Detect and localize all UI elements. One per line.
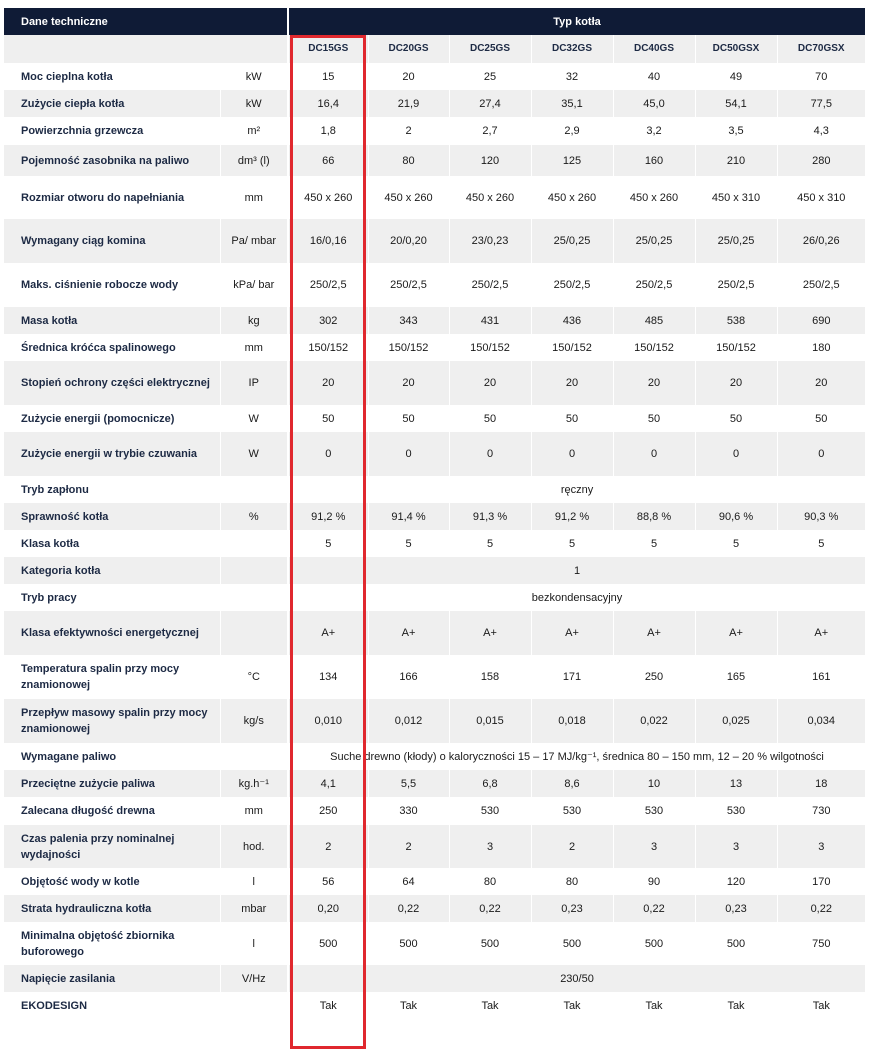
row-unit	[220, 557, 288, 584]
table-row	[4, 965, 865, 992]
row-unit: W	[220, 432, 288, 476]
row-label: Zużycie ciepła kotła	[4, 90, 220, 117]
row-value: 70	[777, 63, 865, 90]
row-value: 0	[288, 432, 368, 476]
row-value: 5	[695, 530, 777, 557]
table-row	[4, 611, 865, 655]
row-value: 88,8 %	[613, 503, 695, 530]
row-value: 35,1	[531, 90, 613, 117]
row-unit: hod.	[220, 825, 288, 868]
row-value: 0	[695, 432, 777, 476]
row-label: Masa kotła	[4, 307, 220, 334]
row-value: 485	[613, 307, 695, 334]
row-value: 120	[695, 868, 777, 895]
row-unit: kPa/ bar	[220, 263, 288, 307]
row-value: 250	[613, 655, 695, 699]
row-span-value: Suche drewno (kłody) o kaloryczności 15 – 17 MJ/kg⁻¹, średnica 80 – 150 mm, 12 – 20 % wilgotności	[288, 743, 865, 770]
table-row	[4, 361, 865, 405]
row-value: 120	[449, 145, 531, 176]
row-value: 250/2,5	[368, 263, 449, 307]
row-label: Przepływ masowy spalin przy mocy znamionowej	[4, 699, 220, 743]
row-value: 20/0,20	[368, 219, 449, 263]
row-unit: l	[220, 922, 288, 965]
row-value: 27,4	[449, 90, 531, 117]
row-label: Stopień ochrony części elektrycznej	[4, 361, 220, 405]
row-value: 538	[695, 307, 777, 334]
table-row	[4, 263, 865, 307]
row-value: 180	[777, 334, 865, 361]
row-value: 500	[368, 922, 449, 965]
table-row	[4, 334, 865, 361]
row-label: Przeciętne zużycie paliwa	[4, 770, 220, 797]
table-row	[4, 176, 865, 219]
header-row	[4, 8, 865, 35]
row-unit: l	[220, 868, 288, 895]
model-header-cell: DC20GS	[368, 35, 449, 63]
table-row	[4, 145, 865, 176]
table-row	[4, 63, 865, 90]
row-value: 6,8	[449, 770, 531, 797]
row-value: 49	[695, 63, 777, 90]
row-span-value: 1	[288, 557, 865, 584]
row-value: 450 x 310	[695, 176, 777, 219]
row-value: 160	[613, 145, 695, 176]
row-value: 50	[449, 405, 531, 432]
row-value: 4,1	[288, 770, 368, 797]
table-row	[4, 530, 865, 557]
model-header-cell: DC25GS	[449, 35, 531, 63]
row-value: 54,1	[695, 90, 777, 117]
row-value: 21,9	[368, 90, 449, 117]
row-value: 161	[777, 655, 865, 699]
row-value: 0,22	[368, 895, 449, 922]
row-value: 134	[288, 655, 368, 699]
row-label: Strata hydrauliczna kotła	[4, 895, 220, 922]
row-value: A+	[368, 611, 449, 655]
row-value: A+	[531, 611, 613, 655]
row-value: 25/0,25	[531, 219, 613, 263]
row-value: 3,5	[695, 117, 777, 145]
row-value: 26/0,26	[777, 219, 865, 263]
row-unit: kg	[220, 307, 288, 334]
row-value: 18	[777, 770, 865, 797]
row-value: 170	[777, 868, 865, 895]
row-value: 2,9	[531, 117, 613, 145]
row-unit	[220, 992, 288, 1020]
row-label: Zalecana długość drewna	[21, 805, 155, 817]
row-value: 0,20	[288, 895, 368, 922]
boiler-type-header: Typ kotła	[288, 8, 865, 35]
row-label: Powierzchnia grzewcza	[21, 125, 144, 137]
row-value: 125	[531, 145, 613, 176]
table-row	[4, 584, 865, 611]
row-unit: °C	[220, 655, 288, 699]
row-value: 150/152	[288, 334, 368, 361]
row-value: 0,23	[531, 895, 613, 922]
row-value: Tak	[288, 992, 368, 1020]
row-unit: Pa/ mbar	[220, 219, 288, 263]
table-row	[4, 117, 865, 145]
row-value: 80	[449, 868, 531, 895]
model-header-row	[4, 35, 865, 63]
row-unit: mbar	[220, 895, 288, 922]
row-unit: %	[220, 503, 288, 530]
row-value: 20	[613, 361, 695, 405]
row-value: 2	[531, 825, 613, 868]
row-value: 3	[695, 825, 777, 868]
row-value: 10	[613, 770, 695, 797]
row-label: Minimalna objętość zbiornika buforowego	[21, 929, 175, 958]
model-header-cell: DC32GS	[531, 35, 613, 63]
row-value: 280	[777, 145, 865, 176]
row-value: 3,2	[613, 117, 695, 145]
table-row	[4, 432, 865, 476]
table-row	[4, 825, 865, 868]
row-label: Czas palenia przy nominalnej wydajności	[4, 825, 220, 868]
row-value: 50	[531, 405, 613, 432]
row-value: 25	[449, 63, 531, 90]
row-label: Sprawność kotła	[4, 503, 220, 530]
row-value: 1,8	[288, 117, 368, 145]
row-value: 0,022	[613, 699, 695, 743]
row-value: 2	[368, 117, 449, 145]
row-value: 250/2,5	[613, 263, 695, 307]
row-value: 500	[288, 922, 368, 965]
row-value: 530	[695, 797, 777, 825]
row-label: Zużycie energii (pomocnicze)	[21, 412, 175, 425]
row-value: 0,22	[449, 895, 531, 922]
row-label: Temperatura spalin przy mocy znamionowej	[21, 663, 180, 691]
row-value: 150/152	[613, 334, 695, 361]
row-value: 0	[449, 432, 531, 476]
table-row	[4, 655, 865, 699]
row-value: 90	[613, 868, 695, 895]
row-value: 16/0,16	[288, 219, 368, 263]
table-row	[4, 743, 865, 770]
row-label: Kategoria kotła	[4, 557, 220, 584]
row-label: Moc cieplna kotła	[21, 70, 113, 83]
row-value: 3	[613, 825, 695, 868]
row-value: 91,4 %	[368, 503, 449, 530]
row-value: 90,6 %	[695, 503, 777, 530]
table-row	[4, 992, 865, 1020]
row-label: Klasa kotła	[21, 537, 80, 550]
row-value: 150/152	[368, 334, 449, 361]
table-row	[4, 307, 865, 334]
row-value: 530	[613, 797, 695, 825]
row-value: 15	[288, 63, 368, 90]
row-value: 150/152	[531, 334, 613, 361]
row-value: A+	[613, 611, 695, 655]
row-value: 450 x 310	[777, 176, 865, 219]
row-value: 330	[368, 797, 449, 825]
row-value: 66	[288, 145, 368, 176]
row-value: A+	[777, 611, 865, 655]
row-value: Tak	[695, 992, 777, 1020]
row-span-value: 230/50	[288, 965, 865, 992]
row-value: 77,5	[777, 90, 865, 117]
row-value: 23/0,23	[449, 219, 531, 263]
row-value: 0	[777, 432, 865, 476]
row-value: 450 x 260	[368, 176, 449, 219]
row-value: 91,2 %	[288, 503, 368, 530]
row-value: 50	[777, 405, 865, 432]
table-row	[4, 895, 865, 922]
row-value: 0	[613, 432, 695, 476]
row-label: Objętość wody w kotle	[21, 875, 140, 888]
table-row	[4, 922, 865, 965]
row-value: 150/152	[695, 334, 777, 361]
row-value: 690	[777, 307, 865, 334]
row-value: 450 x 260	[531, 176, 613, 219]
table-row	[4, 503, 865, 530]
row-value: 20	[777, 361, 865, 405]
row-value: 20	[449, 361, 531, 405]
table-row	[4, 476, 865, 503]
row-value: 0,22	[777, 895, 865, 922]
row-value: 0,015	[449, 699, 531, 743]
table-row	[4, 219, 865, 263]
row-value: A+	[288, 611, 368, 655]
row-unit: kW	[220, 90, 288, 117]
row-value: 91,2 %	[531, 503, 613, 530]
row-value: 0	[368, 432, 449, 476]
model-header-cell: DC50GSX	[695, 35, 777, 63]
row-unit: kg/s	[220, 699, 288, 743]
row-value: 56	[288, 868, 368, 895]
blank-cell	[4, 35, 220, 63]
row-value: 0,23	[695, 895, 777, 922]
row-unit: V/Hz	[220, 965, 288, 992]
row-value: 0,22	[613, 895, 695, 922]
row-value: 343	[368, 307, 449, 334]
row-value: Tak	[449, 992, 531, 1020]
row-unit: kg.h⁻¹	[220, 770, 288, 797]
row-label: Napięcie zasilania	[4, 965, 220, 992]
row-span-value: bezkondensacyjny	[288, 584, 865, 611]
table-row	[4, 557, 865, 584]
row-value: 90,3 %	[777, 503, 865, 530]
specs-header: Dane techniczne	[4, 8, 288, 35]
row-unit: dm³ (l)	[220, 145, 288, 176]
row-value: 436	[531, 307, 613, 334]
row-value: 158	[449, 655, 531, 699]
row-unit	[220, 611, 288, 655]
row-value: 16,4	[288, 90, 368, 117]
row-value: 25/0,25	[695, 219, 777, 263]
row-value: 4,3	[777, 117, 865, 145]
row-value: 45,0	[613, 90, 695, 117]
row-value: Tak	[531, 992, 613, 1020]
row-value: 431	[449, 307, 531, 334]
row-value: 750	[777, 922, 865, 965]
row-label: Wymagany ciąg komina	[4, 219, 220, 263]
row-unit	[220, 584, 288, 611]
row-value: 5,5	[368, 770, 449, 797]
row-value: 20	[288, 361, 368, 405]
row-value: 166	[368, 655, 449, 699]
spec-table-body	[4, 35, 865, 1020]
row-label: Średnica króćca spalinowego	[21, 341, 176, 354]
row-value: 250	[288, 797, 368, 825]
row-value: 500	[613, 922, 695, 965]
row-label: Wymagane paliwo	[21, 750, 117, 763]
row-value: 80	[531, 868, 613, 895]
model-header-cell: DC40GS	[613, 35, 695, 63]
row-value: Tak	[777, 992, 865, 1020]
row-label: Zużycie energii w trybie czuwania	[4, 432, 220, 476]
row-label: Klasa efektywności energetycznej	[4, 611, 220, 655]
row-unit: IP	[220, 361, 288, 405]
row-value: 8,6	[531, 770, 613, 797]
table-row	[4, 90, 865, 117]
row-unit	[220, 530, 288, 557]
row-value: 0,010	[288, 699, 368, 743]
model-header-cell: DC15GS	[288, 35, 368, 63]
row-value: 250/2,5	[695, 263, 777, 307]
row-value: 450 x 260	[288, 176, 368, 219]
row-value: A+	[695, 611, 777, 655]
row-unit	[220, 476, 288, 503]
row-value: 3	[777, 825, 865, 868]
row-value: 730	[777, 797, 865, 825]
row-value: 302	[288, 307, 368, 334]
row-value: 64	[368, 868, 449, 895]
row-value: 91,3 %	[449, 503, 531, 530]
row-value: 50	[288, 405, 368, 432]
row-value: 0,012	[368, 699, 449, 743]
row-value: Tak	[368, 992, 449, 1020]
row-value: 25/0,25	[613, 219, 695, 263]
row-value: Tak	[613, 992, 695, 1020]
row-value: A+	[449, 611, 531, 655]
row-value: 80	[368, 145, 449, 176]
row-value: 50	[613, 405, 695, 432]
row-label: Pojemność zasobnika na paliwo	[4, 145, 220, 176]
row-value: 3	[449, 825, 531, 868]
row-value: 40	[613, 63, 695, 90]
row-unit: mm	[220, 176, 288, 219]
row-value: 20	[531, 361, 613, 405]
row-label: Rozmiar otworu do napełniania	[21, 191, 185, 204]
row-value: 250/2,5	[288, 263, 368, 307]
row-value: 20	[695, 361, 777, 405]
row-value: 5	[288, 530, 368, 557]
row-value: 0,018	[531, 699, 613, 743]
row-value: 250/2,5	[777, 263, 865, 307]
row-unit: mm	[220, 334, 288, 361]
row-value: 2	[288, 825, 368, 868]
row-unit: W	[220, 405, 288, 432]
table-row	[4, 699, 865, 743]
row-value: 450 x 260	[449, 176, 531, 219]
row-value: 50	[695, 405, 777, 432]
row-value: 20	[368, 63, 449, 90]
row-value: 5	[368, 530, 449, 557]
row-label: Tryb pracy	[21, 591, 77, 604]
row-value: 5	[777, 530, 865, 557]
row-value: 0	[531, 432, 613, 476]
row-label: Tryb zapłonu	[21, 483, 89, 496]
row-unit: m²	[220, 117, 288, 145]
row-value: 5	[531, 530, 613, 557]
blank-cell	[220, 35, 288, 63]
row-value: 250/2,5	[449, 263, 531, 307]
table-row	[4, 405, 865, 432]
row-value: 500	[531, 922, 613, 965]
row-value: 500	[695, 922, 777, 965]
row-value: 13	[695, 770, 777, 797]
row-value: 5	[613, 530, 695, 557]
table-row	[4, 770, 865, 797]
row-value: 32	[531, 63, 613, 90]
row-unit: kW	[220, 63, 288, 90]
row-label: Maks. ciśnienie robocze wody	[21, 279, 179, 291]
row-value: 171	[531, 655, 613, 699]
spec-table	[4, 8, 865, 1020]
row-value: 150/152	[449, 334, 531, 361]
row-label: EKODESIGN	[21, 1000, 88, 1012]
row-value: 0,025	[695, 699, 777, 743]
row-value: 165	[695, 655, 777, 699]
row-unit	[220, 743, 288, 770]
row-value: 2,7	[449, 117, 531, 145]
row-value: 450 x 260	[613, 176, 695, 219]
row-value: 530	[531, 797, 613, 825]
row-value: 250/2,5	[531, 263, 613, 307]
row-span-value: ręczny	[288, 476, 865, 503]
model-header-cell: DC70GSX	[777, 35, 865, 63]
row-unit: mm	[220, 797, 288, 825]
row-value: 20	[368, 361, 449, 405]
row-value: 0,034	[777, 699, 865, 743]
row-value: 500	[449, 922, 531, 965]
row-value: 5	[449, 530, 531, 557]
row-value: 50	[368, 405, 449, 432]
row-value: 530	[449, 797, 531, 825]
row-value: 2	[368, 825, 449, 868]
row-value: 210	[695, 145, 777, 176]
table-row	[4, 797, 865, 825]
table-row	[4, 868, 865, 895]
